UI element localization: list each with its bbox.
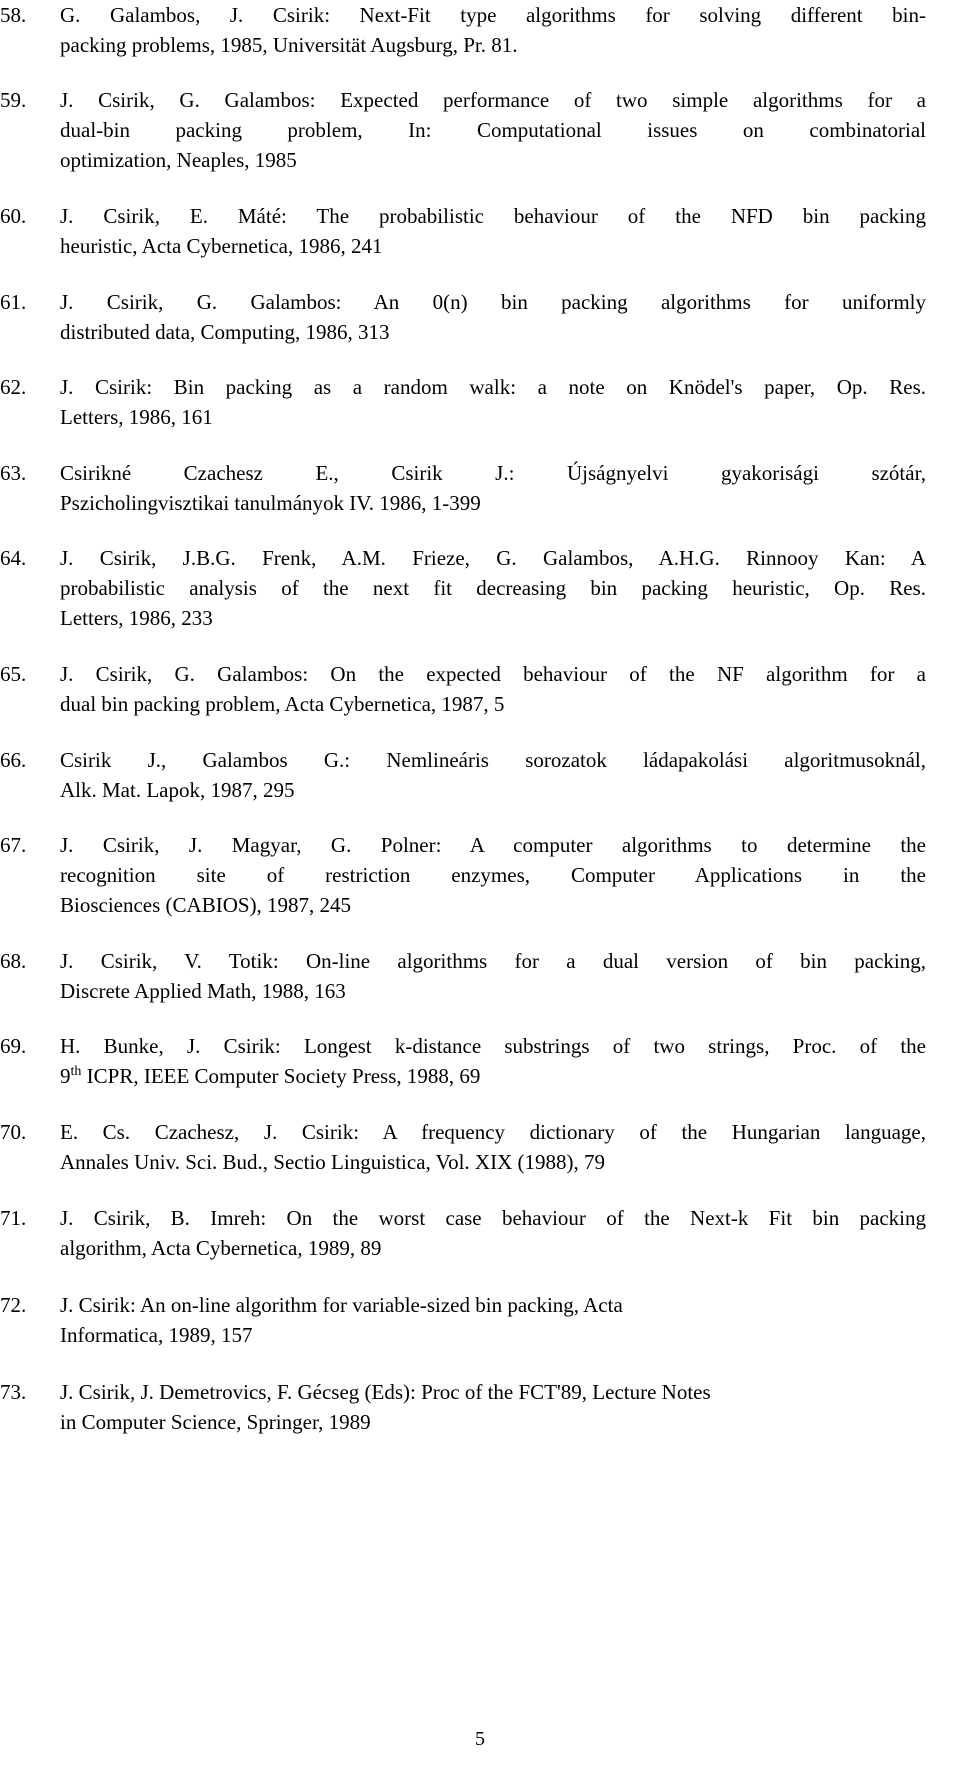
reference-number: 63. (0, 461, 27, 485)
reference-line: dual bin packing problem, Acta Cybernetica, 1987, 5 (60, 692, 505, 716)
reference-line: J. Csirik, V. Totik: On-line algorithms for a dual version of bin packing, (60, 949, 926, 973)
reference-text (60, 1031, 926, 1091)
reference-line: Discrete Applied Math, 1988, 163 (60, 979, 346, 1003)
reference-number: 69. (0, 1034, 27, 1058)
reference-line: optimization, Neaples, 1985 (60, 148, 297, 172)
reference-line: dual-bin packing problem, In: Computational issues on combinatorial (60, 118, 926, 142)
reference-line: J. Csirik, G. Galambos: Expected performance of two simple algorithms for a (60, 88, 926, 112)
reference-text (60, 85, 926, 175)
reference-line-rest: ICPR, IEEE Computer Society Press, 1988, 69 (81, 1064, 481, 1088)
reference-text (60, 458, 926, 518)
reference-item-73 (0, 1377, 960, 1437)
reference-item-70 (0, 1117, 960, 1177)
reference-number: 58. (0, 3, 27, 27)
reference-line (60, 1061, 926, 1091)
reference-text (60, 543, 926, 633)
reference-number: 66. (0, 748, 27, 772)
reference-text (60, 1203, 926, 1263)
reference-line: Csirikné Czachesz E., Csirik J.: Újságnyelvi gyakorisági szótár, (60, 461, 926, 485)
reference-item-64 (0, 543, 960, 633)
reference-number: 70. (0, 1120, 27, 1144)
reference-item-63 (0, 458, 960, 518)
reference-line: J. Csirik, J. Demetrovics, F. Gécseg (Eds): Proc of the FCT'89, Lecture Notes (60, 1380, 711, 1404)
reference-number: 72. (0, 1293, 27, 1317)
reference-item-61 (0, 287, 960, 347)
reference-line: Annales Univ. Sci. Bud., Sectio Linguistica, Vol. XIX (1988), 79 (60, 1150, 605, 1174)
reference-line: recognition site of restriction enzymes, Computer Applications in the (60, 863, 926, 887)
reference-item-71 (0, 1203, 960, 1263)
reference-item-60 (0, 201, 960, 261)
reference-line: distributed data, Computing, 1986, 313 (60, 320, 390, 344)
reference-text (60, 1377, 926, 1437)
reference-item-68 (0, 946, 960, 1006)
reference-text (60, 659, 926, 719)
reference-number: 68. (0, 949, 27, 973)
reference-line: J. Csirik, G. Galambos: An 0(n) bin packing algorithms for uniformly (60, 290, 926, 314)
reference-line: Biosciences (CABIOS), 1987, 245 (60, 893, 352, 917)
reference-line: algorithm, Acta Cybernetica, 1989, 89 (60, 1236, 382, 1260)
reference-line: J. Csirik, E. Máté: The probabilistic behaviour of the NFD bin packing (60, 204, 926, 228)
reference-text (60, 745, 926, 805)
reference-item-65 (0, 659, 960, 719)
reference-line: Informatica, 1989, 157 (60, 1323, 253, 1347)
reference-line: Csirik J., Galambos G.: Nemlineáris sorozatok ládapakolási algoritmusoknál, (60, 748, 926, 772)
reference-text (60, 201, 926, 261)
reference-line: J. Csirik, B. Imreh: On the worst case behaviour of the Next-k Fit bin packing (60, 1206, 926, 1230)
reference-number: 65. (0, 662, 27, 686)
reference-line: Pszicholingvisztikai tanulmányok IV. 1986, 1-399 (60, 491, 481, 515)
reference-text (60, 830, 926, 920)
reference-text (60, 0, 926, 60)
reference-line: G. Galambos, J. Csirik: Next-Fit type algorithms for solving different bin- (60, 3, 926, 27)
reference-line: J. Csirik, J.B.G. Frenk, A.M. Frieze, G. Galambos, A.H.G. Rinnooy Kan: A (60, 546, 926, 570)
reference-item-69 (0, 1031, 960, 1091)
reference-line: heuristic, Acta Cybernetica, 1986, 241 (60, 234, 383, 258)
reference-line: E. Cs. Czachesz, J. Csirik: A frequency dictionary of the Hungarian language, (60, 1120, 926, 1144)
reference-number: 62. (0, 375, 27, 399)
reference-line: J. Csirik, J. Magyar, G. Polner: A computer algorithms to determine the (60, 833, 926, 857)
reference-line: J. Csirik, G. Galambos: On the expected behaviour of the NF algorithm for a (60, 662, 926, 686)
reference-number: 73. (0, 1380, 27, 1404)
reference-line: in Computer Science, Springer, 1989 (60, 1410, 371, 1434)
reference-text (60, 1290, 926, 1350)
reference-line: Alk. Mat. Lapok, 1987, 295 (60, 778, 295, 802)
reference-text (60, 287, 926, 347)
reference-item-67 (0, 830, 960, 920)
reference-line: Letters, 1986, 233 (60, 606, 213, 630)
reference-line: Letters, 1986, 161 (60, 405, 213, 429)
reference-item-58 (0, 0, 960, 60)
reference-item-72 (0, 1290, 960, 1350)
ordinal-suffix: th (70, 1064, 82, 1079)
reference-item-62 (0, 372, 960, 432)
reference-line: J. Csirik: An on-line algorithm for variable-sized bin packing, Acta (60, 1293, 623, 1317)
reference-number: 59. (0, 88, 27, 112)
reference-line: probabilistic analysis of the next fit decreasing bin packing heuristic, Op. Res. (60, 576, 926, 600)
reference-number: 61. (0, 290, 27, 314)
reference-text (60, 372, 926, 432)
reference-number: 60. (0, 204, 27, 228)
reference-item-66 (0, 745, 960, 805)
reference-text (60, 946, 926, 1006)
page-number: 5 (475, 1728, 485, 1750)
reference-line: J. Csirik: Bin packing as a random walk: a note on Knödel's paper, Op. Res. (60, 375, 926, 399)
reference-text (60, 1117, 926, 1177)
reference-number: 64. (0, 546, 27, 570)
reference-number: 71. (0, 1206, 27, 1230)
reference-number: 67. (0, 833, 27, 857)
ordinal-number: 9 (60, 1064, 71, 1088)
reference-line: packing problems, 1985, Universität Augsburg, Pr. 81. (60, 33, 518, 57)
reference-item-59 (0, 85, 960, 175)
reference-line: H. Bunke, J. Csirik: Longest k-distance substrings of two strings, Proc. of the (60, 1034, 926, 1058)
